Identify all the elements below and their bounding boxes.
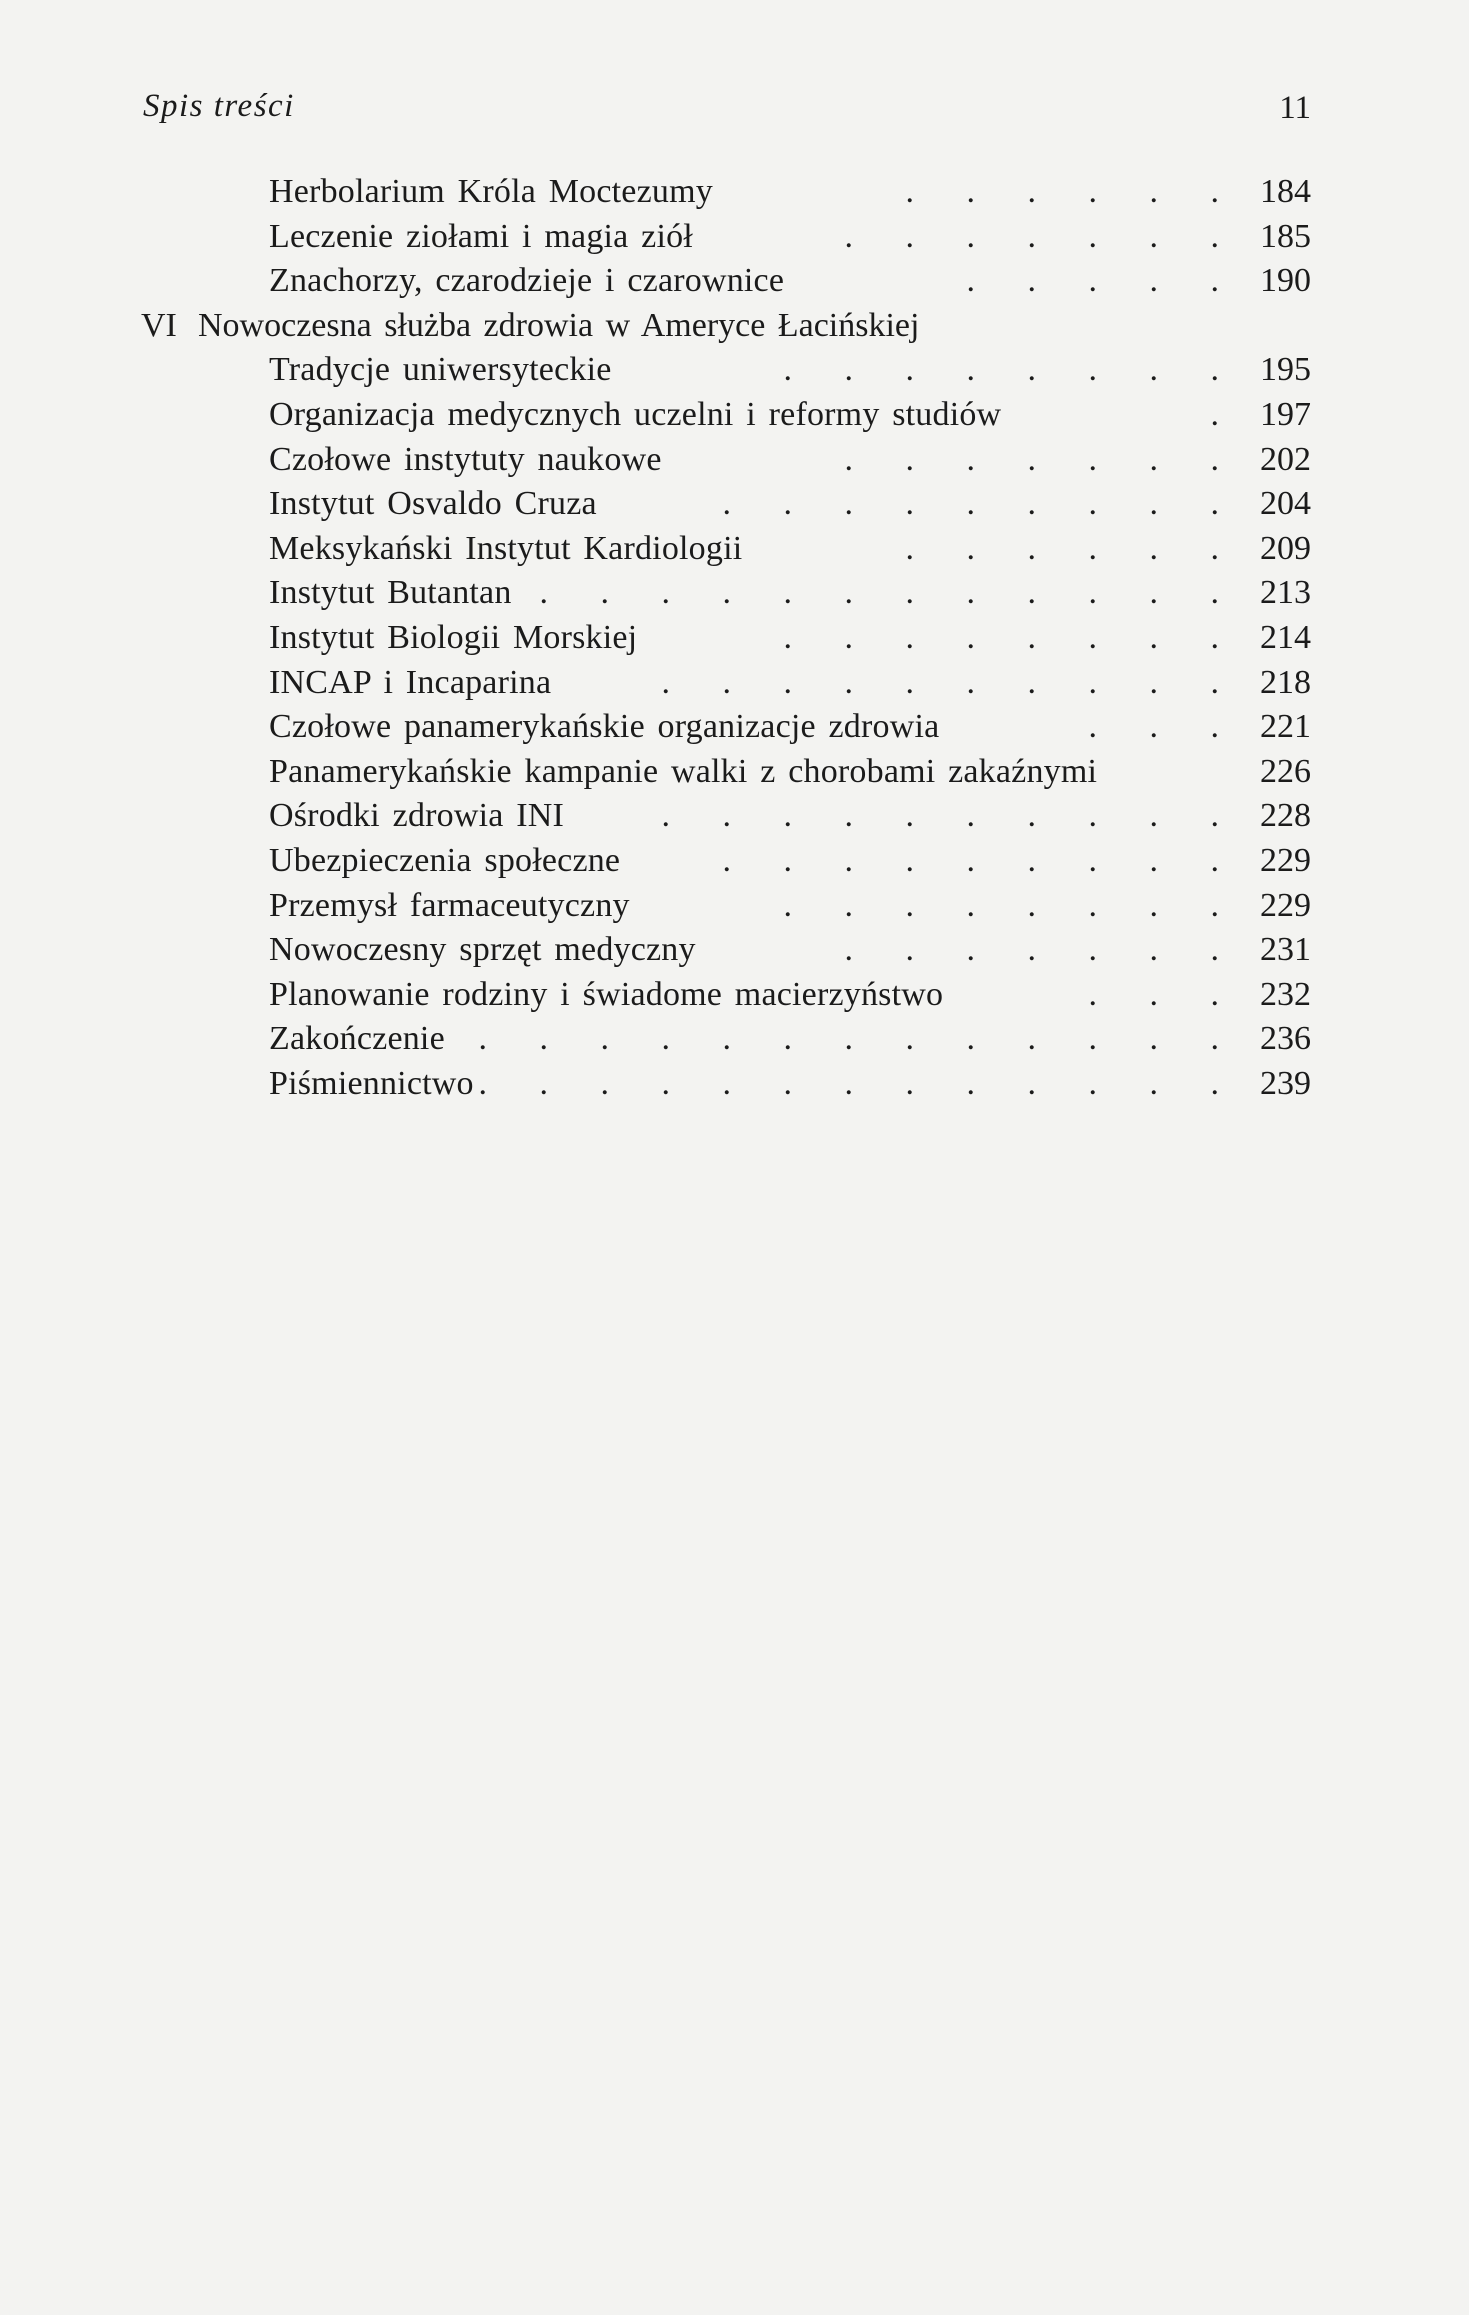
dot-leader: . . . (1088, 975, 1241, 1013)
dot-leader: . . . . . . . . . . (661, 663, 1241, 701)
dot-leader: . . . . . . . (844, 931, 1241, 969)
toc-entry (141, 348, 1311, 393)
toc-entry-title: Leczenie ziołami i magia ziół (269, 217, 693, 255)
section-title: Nowoczesna służba zdrowia w Ameryce Łacińskiej (198, 306, 920, 344)
dot-leader: . . . . . . . . . (722, 485, 1241, 523)
toc-entry-line (269, 928, 1311, 972)
dot-leader: . . . . . . . (844, 217, 1241, 255)
toc-entry-page-number: 218 (1260, 663, 1311, 701)
toc-entry-title: Ośrodki zdrowia INI (269, 797, 565, 835)
toc-entry-line (269, 170, 1311, 214)
toc-entry-line (269, 705, 1311, 749)
toc-entry-title: Tradycje uniwersyteckie (269, 351, 612, 389)
toc-entry (141, 616, 1311, 661)
toc-entry-line (269, 1062, 1311, 1106)
toc-entry-title: Czołowe panamerykańskie organizacje zdrowia (269, 708, 940, 746)
toc-entry (141, 259, 1311, 304)
running-title: Spis treści (143, 88, 295, 124)
toc-entry-page-number: 195 (1260, 351, 1311, 389)
toc-entry-line (269, 482, 1311, 526)
toc-entry-title: Zakończenie (269, 1020, 445, 1058)
toc-entry-line (269, 215, 1311, 259)
dot-leader: . . . . . . . . (783, 618, 1241, 656)
dot-leader: . . . . . . . . . (722, 841, 1241, 879)
toc-entry-line (269, 794, 1311, 838)
toc-entry-page-number: 184 (1260, 173, 1311, 210)
toc-entry-page-number: 209 (1260, 529, 1311, 567)
toc-entry-line (269, 259, 1311, 303)
toc-entry-page-number: 229 (1260, 886, 1311, 924)
toc-entry-line (269, 616, 1311, 660)
dot-leader: . . . . . . . . . . (661, 797, 1241, 835)
toc-entry-page-number: 197 (1260, 395, 1311, 433)
dot-leader: . . . . . (966, 262, 1241, 300)
dot-leader: . . . . . . . . (783, 351, 1241, 389)
toc-entry-page-number: 239 (1260, 1064, 1311, 1102)
running-header (143, 88, 1311, 134)
toc-entry-page-number: 213 (1260, 574, 1311, 612)
toc-entry-line (269, 661, 1311, 705)
toc-entry-title: Nowoczesny sprzęt medyczny (269, 931, 696, 969)
toc-entry-title: Znachorzy, czarodzieje i czarownice (269, 262, 785, 300)
toc-entry-page-number: 232 (1260, 975, 1311, 1013)
toc-entry-title: Instytut Biologii Morskiej (269, 618, 638, 656)
dot-leader: . . . (1088, 708, 1241, 746)
toc-entry-line (269, 750, 1311, 794)
toc-section-heading (141, 304, 1311, 349)
toc-entry-line (269, 438, 1311, 482)
toc-entry-line (269, 884, 1311, 928)
toc-entry-page-number: 236 (1260, 1020, 1311, 1058)
toc-entry (141, 1062, 1311, 1107)
dot-leader: . . . . . . . . . . . . (539, 574, 1241, 612)
toc-entry-page-number: 202 (1260, 440, 1311, 478)
toc-entry-line (269, 571, 1311, 615)
toc-entry-title: INCAP i Incaparina (269, 663, 552, 701)
toc-entry (141, 794, 1311, 839)
toc-entry (141, 973, 1311, 1018)
toc-entry-title: Czołowe instytuty naukowe (269, 440, 662, 478)
toc-entry-line (269, 1017, 1311, 1061)
dot-leader: . . . . . . . . (783, 886, 1241, 924)
dot-leader: . . . . . . (905, 529, 1241, 567)
toc-entry (141, 571, 1311, 616)
page-number: 11 (1279, 90, 1311, 126)
toc-entry-title: Instytut Osvaldo Cruza (269, 485, 597, 523)
toc-entry (141, 527, 1311, 572)
toc-entry-page-number: 185 (1260, 217, 1311, 255)
toc-entry (141, 215, 1311, 260)
toc-entry-line (269, 527, 1311, 571)
toc-entry-line (269, 973, 1311, 1017)
toc-entry-page-number: 229 (1260, 841, 1311, 879)
toc-entry-line (269, 393, 1311, 437)
toc-entry-title: Herbolarium Króla Moctezumy (269, 173, 713, 210)
toc-entry-title: Organizacja medycznych uczelni i reformy studiów (269, 395, 1002, 433)
toc-entry-title: Ubezpieczenia społeczne (269, 841, 621, 879)
toc-entry-title: Instytut Butantan (269, 574, 512, 612)
dot-leader: . (1210, 395, 1241, 433)
dot-leader: . . . . . . . . . . . . . (478, 1020, 1241, 1058)
toc-entry-page-number: 190 (1260, 262, 1311, 300)
toc-entry (141, 1017, 1311, 1062)
toc-entry (141, 170, 1311, 215)
dot-leader: . . . . . . (905, 173, 1241, 210)
toc-entry-title: Meksykański Instytut Kardiologii (269, 529, 743, 567)
dot-leader: . . . . . . . (844, 440, 1241, 478)
toc-entry (141, 705, 1311, 750)
toc-entry (141, 750, 1311, 795)
toc-entry-page-number: 226 (1260, 752, 1311, 790)
toc-entry-page-number: 221 (1260, 708, 1311, 746)
toc-entry-page-number: 228 (1260, 797, 1311, 835)
toc-entry-line (269, 839, 1311, 883)
toc-entry-title: Przemysł farmaceutyczny (269, 886, 630, 924)
toc-entry (141, 839, 1311, 884)
toc-entry-page-number: 214 (1260, 618, 1311, 656)
toc-entry-line (269, 348, 1311, 392)
toc-entry-title: Piśmiennictwo (269, 1064, 474, 1102)
toc-entry-page-number: 204 (1260, 485, 1311, 523)
toc-entry (141, 482, 1311, 527)
toc-entry (141, 438, 1311, 483)
toc-entry (141, 928, 1311, 973)
toc-entry-page-number: 231 (1260, 931, 1311, 969)
toc-entry-title: Planowanie rodziny i świadome macierzyństwo (269, 975, 944, 1013)
toc-entry-title: Panamerykańskie kampanie walki z chorobami zakaźnymi (269, 752, 1098, 790)
toc-entry (141, 661, 1311, 706)
table-of-contents (141, 170, 1311, 1106)
toc-entry (141, 884, 1311, 929)
dot-leader: . . . . . . . . . . . . . (478, 1064, 1241, 1102)
section-number: VI (141, 306, 177, 344)
toc-entry (141, 393, 1311, 438)
